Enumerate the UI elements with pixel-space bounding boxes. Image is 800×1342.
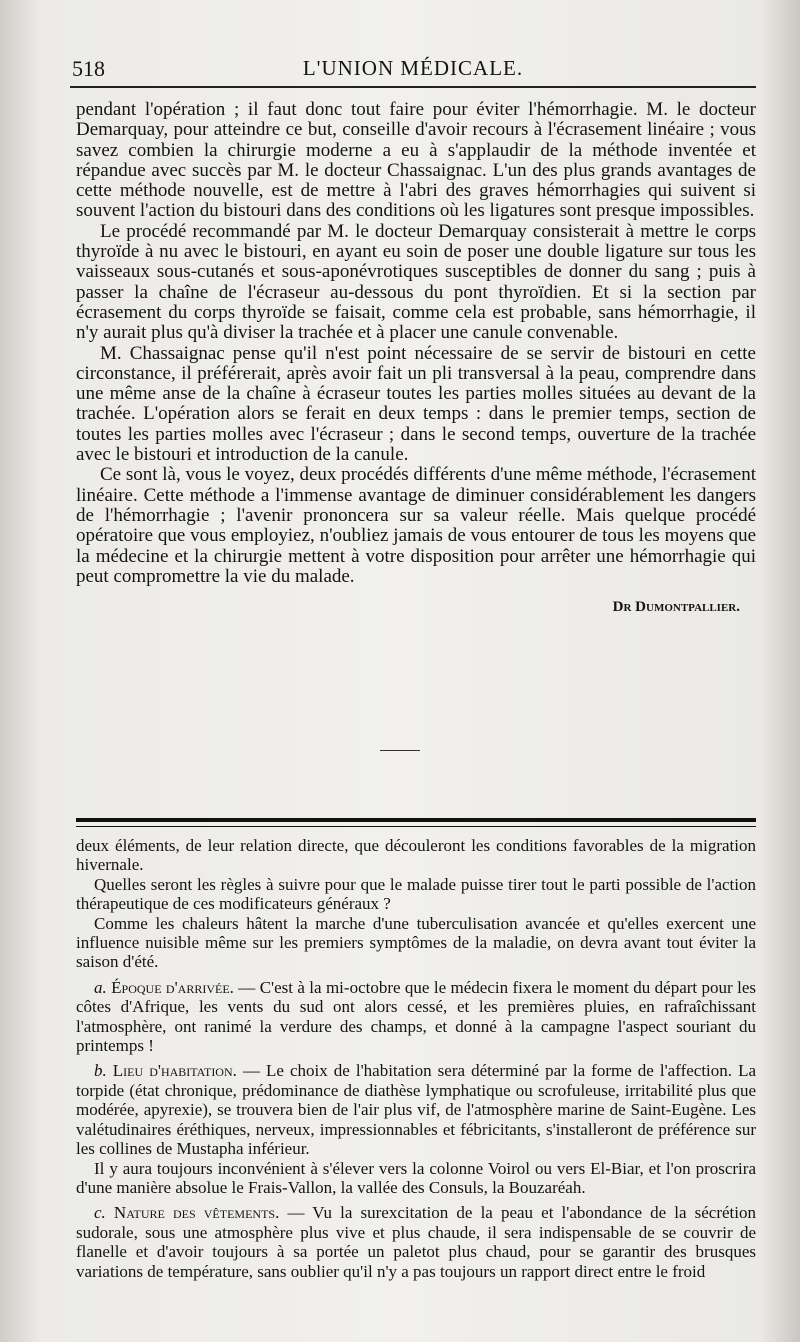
paragraph: deux éléments, de leur relation directe, que découleront les conditions favorables de la migration hivernale. (76, 836, 756, 875)
article-text (76, 100, 756, 617)
running-title: L'UNION MÉDICALE. (302, 56, 524, 80)
paragraph: pendant l'opération ; il faut donc tout faire pour éviter l'hémorrhagie. M. le docteur Demarquay, pour atteindre ce but, conseille d'avoir recours à l'écrasement linéaire ; vous savez combien la chirurgie moderne a eu à s'applaudir de la méthode inventée et répandue avec succès par M. le docteur Chassaignac. L'un des plus grands avantages de cette méthode nouvelle, est de mettre à l'abri des graves hémorrhagies qui suivent si souvent l'action du bistouri dans des conditions où les ligatures sont presque impossibles. (76, 99, 756, 222)
item-letter: a. (94, 977, 107, 997)
page-number: 518 (72, 56, 105, 81)
paragraph: Comme les chaleurs hâtent la marche d'une tuberculisation avancée et qu'elles exercent une influence nuisible même sur les premiers symptômes de la maladie, on devra avant tout éviter la saison d'été. (76, 913, 756, 972)
item-text: — Vu la surexcitation de la peau et l'abondance de la sécrétion sudorale, sous une atmosphère plus vive et plus chaude, il sera indispensable de se couvrir de flanelle et d'avoir toujours à sa portée un paletot plus chaud, pour se garantir des brusques variations de température, sans oublier qu'il n'y a pas toujours un rapport direct entre le froid (76, 1203, 757, 1281)
feuilleton-text (76, 836, 756, 1281)
section-end-rule (380, 750, 420, 751)
item-text: — Le choix de l'habitation sera déterminé par la forme de l'affection. La torpide (état chronique, prédominance de diathèse lymphatique ou scrofuleuse, irritabilité plus que modérée, apyrexie), se trouvera bien de l'air plus vif, de l'atmosphère marine de Saint-Eugène. Les valétudinaires éréthiques, nerveux, impressionnables et fébricitants, s'installeront de préférence sur les collines de Mustapha inférieur. (76, 1061, 756, 1159)
paragraph: Il y aura toujours inconvénient à s'élever vers la colonne Voirol ou vers El-Biar, et l'on proscrira d'une manière absolue le Frais-Vallon, la vallée des Consuls, la Bouzaréah. (76, 1158, 756, 1197)
paragraph (76, 1203, 756, 1281)
item-heading: Lieu d'habitation. (112, 1061, 237, 1081)
item-letter: c. (94, 1203, 106, 1223)
item-heading: Nature des vêtements. (113, 1203, 280, 1223)
paragraph (76, 1061, 756, 1158)
page-header (70, 52, 756, 84)
feuilleton-divider-thin (76, 826, 756, 827)
paragraph: M. Chassaignac pense qu'il n'est point nécessaire de se servir de bistouri en cette circonstance, il préférerait, après avoir fait un pli transversal à la peau, comprendre dans une même anse de la chaîne à écraseur toutes les parties molles situées au devant de la trachée. L'opération alors se ferait en deux temps : dans le premier temps, section de toutes les parties molles avec l'écraseur ; dans le second temps, ouverture de la trachée avec le bistouri et introduction de la canule. (76, 342, 756, 466)
item-heading: Époque d'arrivée. (111, 977, 234, 997)
paragraph: Quelles seront les règles à suivre pour que le malade puisse tirer tout le parti possible de l'action thérapeutique de ces modificateurs généraux ? (76, 874, 756, 914)
feuilleton-divider (76, 818, 756, 822)
paragraph (76, 978, 756, 1056)
author-signature: Dr Dumontpallier. (612, 599, 740, 616)
item-text: — C'est à la mi-octobre que le médecin fixera le moment du départ pour les côtes d'Afrique, les vents du sud ont alors cessé, et les premières pluies, en rafraîchissant l'atmosphère, ont ranimé la verdure des champs, et donné à la campagne l'aspect souriant du printemps ! (76, 977, 756, 1056)
paragraph: Le procédé recommandé par M. le docteur Demarquay consisterait à mettre le corps thyroïde à nu avec le bistouri, en ayant eu soin de poser une double ligature sur tous les vaisseaux sous-cutanés et sous-aponévrotiques susceptibles de donner du sang ; puis à passer la chaîne de l'écraseur au-dessous du pont thyroïdien. Et si la section par écrasement du corps thyroïde se faisait, comme cela est probable, sans hémorrhagie, il n'y aurait plus qu'à diviser la trachée et à placer une canule convenable. (76, 220, 756, 344)
paragraph: Ce sont là, vous le voyez, deux procédés différents d'une même méthode, l'écrasement linéaire. Cette méthode a l'immense avantage de diminuer considérablement les dangers de l'hémorrhagie ; l'avenir prononcera sur sa valeur réelle. Mais quelque procédé opératoire que vous employiez, n'oubliez jamais de vous entourer de tous les moyens que la médecine et la chirurgie mettent à votre disposition pour arrêter une hémorrhagie qui peut compromettre la vie du malade. (76, 464, 756, 587)
item-letter: b. (94, 1061, 107, 1081)
header-rule (70, 86, 756, 88)
